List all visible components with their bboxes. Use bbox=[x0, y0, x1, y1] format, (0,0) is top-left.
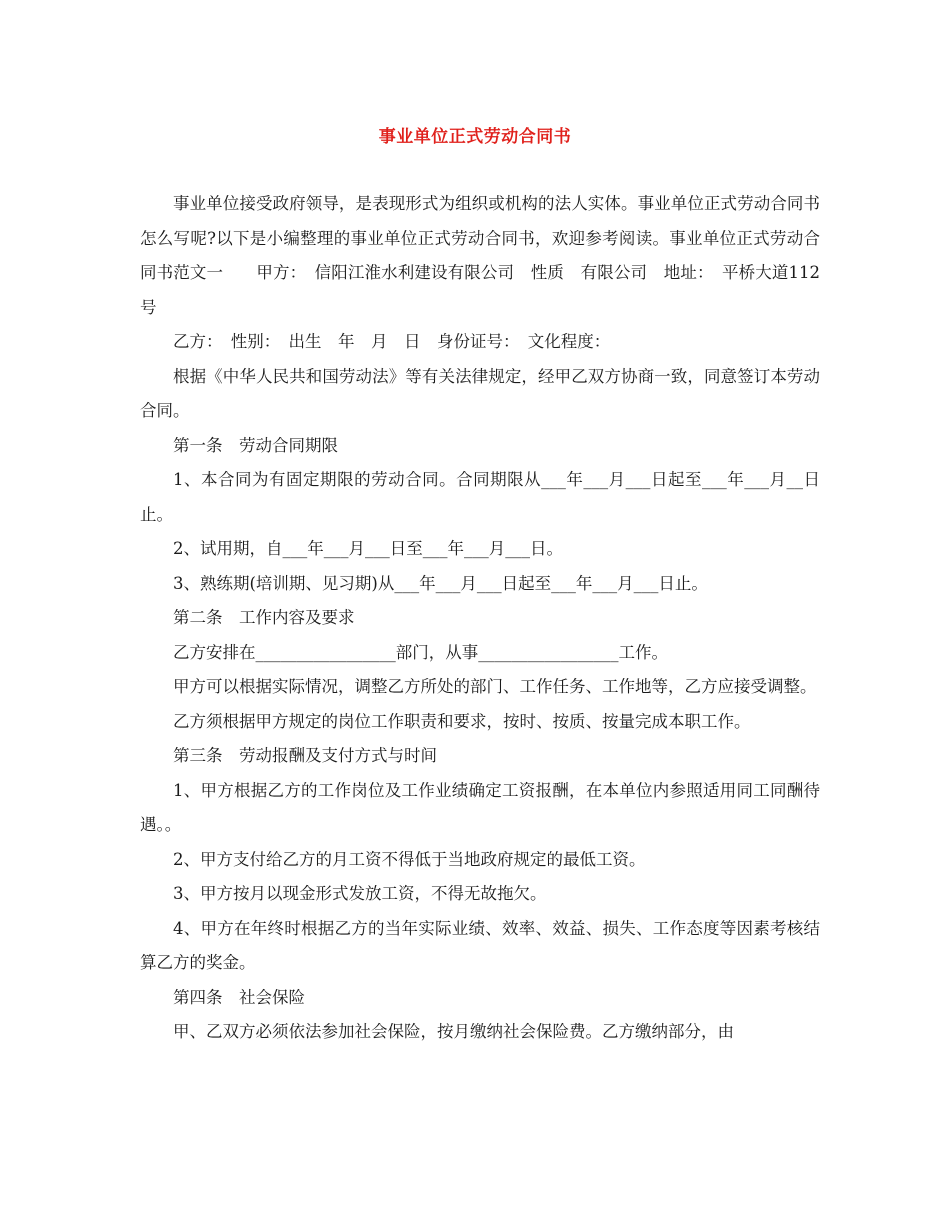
article-2-clause-1: 乙方安排在_________________部门，从事_________________工作。 bbox=[173, 642, 668, 662]
article-3-clause-4: 4、甲方在年终时根据乙方的当年实际业绩、效率、效益、损失、工作态度等因素考核结算乙方的奖金。 bbox=[140, 918, 820, 972]
article-3-clause-1: 1、甲方根据乙方的工作岗位及工作业绩确定工资报酬，在本单位内参照适用同工同酬待遇。。 bbox=[140, 780, 820, 834]
paragraph-party-b: 乙方： 性别： 出生 年 月 日 身份证号： 文化程度： bbox=[173, 332, 611, 351]
document-body bbox=[140, 187, 820, 1050]
article-1-clause-3: 3、熟练期(培训期、见习期)从___年___月___日起至___年___月___日止。 bbox=[173, 573, 708, 593]
article-3-clause-2: 2、甲方支付给乙方的月工资不得低于当地政府规定的最低工资。 bbox=[173, 849, 646, 869]
paragraph-intro: 事业单位接受政府领导，是表现形式为组织或机构的法人实体。事业单位正式劳动合同书怎么写呢?以下是小编整理的事业单位正式劳动合同书，欢迎参考阅读。事业单位正式劳动合同书范文一 甲方： 信阳江淮水利建设有限公司 性质 有限公司 地址： 平桥大道112号 bbox=[140, 194, 820, 317]
paragraph-legal-basis: 根据《中华人民共和国劳动法》等有关法律规定，经甲乙双方协商一致，同意签订本劳动合同。 bbox=[140, 366, 820, 420]
article-3-heading: 第三条 劳动报酬及支付方式与时间 bbox=[173, 746, 437, 765]
article-1-clause-2: 2、试用期，自___年___月___日至___年___月___日。 bbox=[173, 539, 563, 558]
article-3-clause-3: 3、甲方按月以现金形式发放工资，不得无故拖欠。 bbox=[173, 884, 547, 903]
article-2-heading: 第二条 工作内容及要求 bbox=[173, 608, 355, 627]
article-4-clause-1: 甲、乙双方必须依法参加社会保险，按月缴纳社会保险费。乙方缴纳部分，由 bbox=[173, 1022, 734, 1041]
article-1-heading: 第一条 劳动合同期限 bbox=[173, 435, 338, 455]
document-title: 事业单位正式劳动合同书 bbox=[378, 127, 572, 147]
article-2-clause-3: 乙方须根据甲方规定的岗位工作职责和要求，按时、按质、按量完成本职工作。 bbox=[173, 711, 751, 731]
article-2-clause-2: 甲方可以根据实际情况，调整乙方所处的部门、工作任务、工作地等，乙方应接受调整。 bbox=[173, 677, 817, 696]
article-4-heading: 第四条 社会保险 bbox=[173, 987, 305, 1007]
article-1-clause-1: 1、本合同为有固定期限的劳动合同。合同期限从___年___月___日起至___年___月__日止。 bbox=[140, 470, 820, 524]
